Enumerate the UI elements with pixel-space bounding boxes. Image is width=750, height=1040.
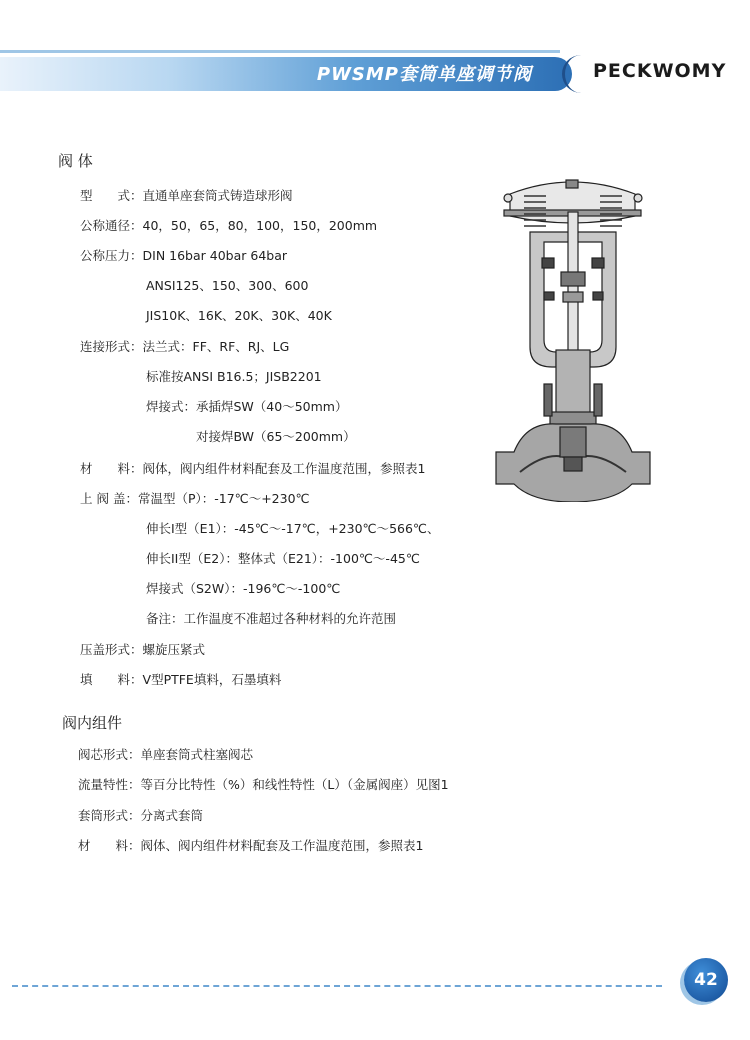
spec-row <box>78 775 449 793</box>
spec-value: DIN 16bar 40bar 64bar <box>142 248 288 263</box>
spec-value: 分离式套筒 <box>140 808 204 823</box>
spec-value: 螺旋压紧式 <box>142 642 206 657</box>
spec-value: 伸长II型（E2）：整体式（E21）：-100℃～-45℃ <box>146 551 420 566</box>
spec-label: 型 式： <box>80 188 143 203</box>
spec-row <box>80 670 281 688</box>
spec-label: 公称通径： <box>80 218 143 233</box>
page-title: PWSMP套筒单座调节阀 <box>316 64 532 85</box>
spec-value: 焊接式：承插焊SW（40～50mm） <box>146 399 348 414</box>
spec-row <box>146 579 340 597</box>
spec-value: 备注：工作温度不准超过各种材料的允许范围 <box>146 611 397 626</box>
spec-row <box>196 427 356 445</box>
spec-value: ANSI125、150、300、600 <box>146 278 309 293</box>
spec-label: 压盖形式： <box>80 642 143 657</box>
spec-value: 伸长I型（E1）：-45℃～-17℃，+230℃～566℃、 <box>146 521 440 536</box>
spec-row <box>146 306 332 324</box>
spec-value: 焊接式（S2W）：-196℃～-100℃ <box>146 581 341 596</box>
valve-illustration <box>490 172 655 502</box>
header-separator <box>562 55 589 93</box>
spec-label: 公称压力： <box>80 248 143 263</box>
spec-row <box>146 609 396 627</box>
spec-row <box>80 459 425 477</box>
spec-row <box>80 640 205 658</box>
spec-value: 直通单座套筒式铸造球形阀 <box>142 188 293 203</box>
header-bar <box>0 57 572 91</box>
spec-value: 常温型（P）：-17℃～+230℃ <box>137 491 310 506</box>
spec-label: 填 料： <box>80 672 143 687</box>
spec-label: 流量特性： <box>78 777 141 792</box>
spec-row <box>80 337 289 355</box>
spec-row <box>146 549 420 567</box>
spec-row <box>146 276 308 294</box>
spec-row <box>146 397 347 415</box>
spec-label: 材 料： <box>78 838 141 853</box>
spec-value: 阀体、阀内组件材料配套及工作温度范围，参照表1 <box>140 838 424 853</box>
section-title-trim: 阀内组件 <box>62 714 123 732</box>
spec-value: 对接焊BW（65～200mm） <box>196 429 356 444</box>
spec-row <box>80 186 293 204</box>
spec-value: V型PTFE填料，石墨填料 <box>142 672 282 687</box>
spec-label: 连接形式： <box>80 339 143 354</box>
spec-label: 阀芯形式： <box>78 747 141 762</box>
spec-row <box>78 836 423 854</box>
spec-row <box>78 745 253 763</box>
spec-row <box>78 806 203 824</box>
spec-value: 标准按ANSI B16.5；JISB2201 <box>146 369 322 384</box>
page-number-badge: 42 <box>684 958 728 1002</box>
spec-value: JIS10K、16K、20K、30K、40K <box>146 308 332 323</box>
footer-dashed-line <box>12 985 662 987</box>
spec-value: 等百分比特性（%）和线性特性（L）（金属阀座）见图1 <box>140 777 449 792</box>
spec-row <box>146 519 439 537</box>
spec-row <box>80 216 377 234</box>
spec-value: 单座套筒式柱塞阀芯 <box>140 747 254 762</box>
spec-value: 法兰式：FF、RF、RJ、LG <box>142 339 290 354</box>
section-title-valve-body: 阀 体 <box>58 152 93 170</box>
brand-logo: PECKWOMY <box>593 60 727 82</box>
spec-label: 套筒形式： <box>78 808 141 823</box>
spec-label: 上 阀 盖： <box>80 491 138 506</box>
spec-row <box>80 489 310 507</box>
spec-row <box>146 367 322 385</box>
spec-label: 材 料： <box>80 461 143 476</box>
spec-value: 40，50，65，80，100，150，200mm <box>142 218 378 233</box>
header-top-line <box>0 50 560 53</box>
spec-value: 阀体，阀内组件材料配套及工作温度范围，参照表1 <box>142 461 426 476</box>
spec-row <box>80 246 287 264</box>
